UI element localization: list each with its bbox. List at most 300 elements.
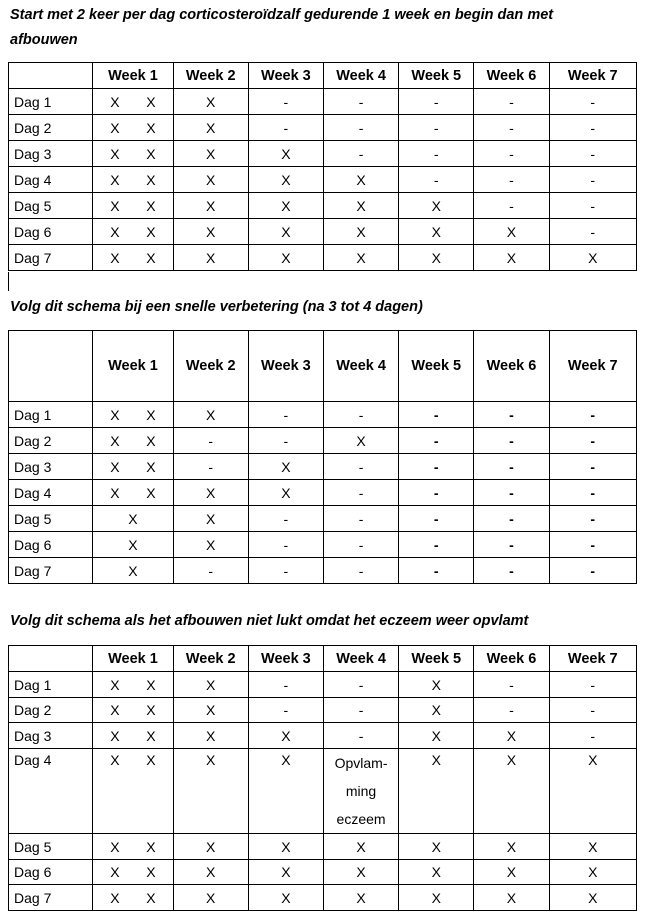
application-mark: X — [206, 249, 216, 266]
day-label: Dag 4 — [9, 749, 93, 834]
application-mark: X — [206, 727, 216, 744]
application-mark: X — [128, 536, 138, 553]
application-mark: X — [206, 752, 216, 768]
application-mark: - — [509, 510, 514, 527]
flare-note: eczeem — [336, 811, 386, 827]
flare-note: Opvlam- — [334, 755, 388, 771]
application-mark: X — [146, 432, 156, 449]
schedule-cell — [248, 219, 323, 245]
schedule-cell — [549, 749, 636, 834]
day-label: Dag 7 — [9, 558, 93, 584]
application-mark: - — [433, 562, 439, 579]
application-mark: - — [509, 676, 514, 693]
day-label: Dag 6 — [9, 532, 93, 558]
schedule-cell — [323, 506, 398, 532]
application-mark: X — [431, 223, 441, 240]
application-mark: - — [358, 676, 364, 693]
schedule-cell — [399, 402, 474, 428]
schedule-cell — [399, 834, 474, 860]
application-mark: X — [146, 838, 156, 855]
week-header: Week 3 — [248, 331, 323, 402]
schedule-cell — [549, 89, 636, 115]
schedule-cell — [173, 532, 248, 558]
schedule-cell — [248, 834, 323, 860]
schedule-cell — [474, 454, 549, 480]
schedule-cell — [474, 428, 549, 454]
day-label: Dag 6 — [9, 219, 93, 245]
table-row — [9, 141, 637, 167]
table-row — [9, 167, 637, 193]
table-row — [9, 402, 637, 428]
application-mark: X — [281, 889, 291, 906]
schedule-cell — [399, 454, 474, 480]
schedule-cell — [399, 193, 474, 219]
schedule-cell — [93, 480, 173, 506]
application-mark: X — [110, 406, 120, 423]
table-row — [9, 860, 637, 885]
schedule-cell — [399, 480, 474, 506]
application-mark: - — [433, 510, 439, 527]
schedule-cell — [173, 454, 248, 480]
application-mark: - — [590, 510, 596, 527]
schedule-cell — [173, 698, 248, 723]
schedule-cell — [399, 167, 474, 193]
schedule-cell — [173, 89, 248, 115]
day-label: Dag 2 — [9, 428, 93, 454]
schedule-cell — [323, 834, 398, 860]
schedule-cell — [549, 141, 636, 167]
application-mark: - — [509, 562, 514, 579]
schedule-cell — [399, 885, 474, 911]
week-header: Week 1 — [93, 331, 173, 402]
application-mark: X — [206, 702, 216, 718]
application-mark: - — [433, 171, 439, 188]
schedule-cell — [323, 749, 398, 834]
schedule-cell — [474, 89, 549, 115]
application-mark: - — [283, 562, 289, 579]
schedule-cell — [248, 860, 323, 885]
application-mark: X — [110, 223, 120, 240]
table-row — [9, 532, 637, 558]
application-mark: X — [588, 752, 598, 768]
day-label: Dag 2 — [9, 115, 93, 141]
schedule-cell — [173, 672, 248, 698]
application-mark: X — [206, 197, 216, 214]
table-row — [9, 885, 637, 911]
application-mark: - — [509, 536, 514, 553]
week-header: Week 5 — [399, 63, 474, 89]
application-mark: X — [206, 406, 216, 423]
application-mark: X — [506, 838, 517, 855]
week-header: Week 3 — [248, 646, 323, 672]
application-mark: - — [433, 93, 439, 110]
application-mark: - — [590, 119, 596, 136]
application-mark: - — [283, 93, 289, 110]
schedule-cell — [474, 219, 549, 245]
week-header: Week 5 — [399, 646, 474, 672]
application-mark: - — [590, 197, 596, 214]
schedule-cell — [173, 167, 248, 193]
application-mark: - — [283, 432, 289, 449]
application-mark: - — [208, 432, 214, 449]
application-mark: X — [146, 93, 156, 110]
application-mark: - — [509, 484, 514, 501]
week-header: Week 4 — [323, 331, 398, 402]
application-mark: X — [146, 458, 156, 475]
day-label: Dag 2 — [9, 698, 93, 723]
schedule-cell — [173, 749, 248, 834]
application-mark: X — [588, 249, 598, 266]
schedule-cell — [173, 723, 248, 749]
schedule-cell — [248, 506, 323, 532]
schedule-cell — [549, 532, 636, 558]
application-mark: - — [208, 458, 214, 475]
week-header: Week 6 — [474, 63, 549, 89]
application-mark: - — [358, 510, 364, 527]
schedule-cell — [474, 506, 549, 532]
application-mark: X — [281, 864, 291, 880]
application-mark: - — [509, 702, 514, 718]
schedule-cell — [474, 723, 549, 749]
schedule-cell — [549, 193, 636, 219]
schedule-cell — [248, 402, 323, 428]
application-mark: - — [590, 171, 596, 188]
week-header: Week 4 — [323, 646, 398, 672]
schedule-cell — [474, 749, 549, 834]
table-row — [9, 723, 637, 749]
schedule-cell — [549, 860, 636, 885]
table-row — [9, 193, 637, 219]
application-mark: - — [590, 223, 596, 240]
schedule-table-3 — [8, 645, 637, 911]
application-mark: - — [358, 702, 364, 718]
schedule-cell — [549, 115, 636, 141]
application-mark: X — [110, 727, 120, 744]
application-mark: X — [356, 432, 366, 449]
schedule-cell — [173, 245, 248, 271]
application-mark: X — [506, 889, 517, 906]
schedule-cell — [399, 89, 474, 115]
application-mark: X — [110, 889, 120, 906]
application-mark: - — [590, 432, 596, 449]
application-mark: - — [358, 562, 364, 579]
application-mark: X — [506, 752, 517, 768]
schedule-cell — [474, 193, 549, 219]
application-mark: X — [431, 702, 441, 718]
application-mark: - — [433, 458, 439, 475]
schedule-cell — [474, 167, 549, 193]
application-mark: X — [356, 249, 366, 266]
application-mark: X — [110, 432, 120, 449]
application-mark: - — [590, 458, 596, 475]
application-mark: - — [590, 676, 596, 693]
day-label: Dag 1 — [9, 402, 93, 428]
application-mark: X — [110, 458, 120, 475]
application-mark: X — [206, 223, 216, 240]
schedule-cell — [399, 245, 474, 271]
application-mark: - — [433, 484, 439, 501]
week-header: Week 6 — [474, 646, 549, 672]
schedule-cell — [93, 167, 173, 193]
application-mark: - — [509, 93, 514, 110]
schedule-cell — [248, 167, 323, 193]
application-mark: - — [509, 432, 514, 449]
table-row — [9, 672, 637, 698]
schedule-cell — [399, 860, 474, 885]
application-mark: - — [509, 406, 514, 423]
schedule-cell — [173, 428, 248, 454]
week-header: Week 2 — [173, 646, 248, 672]
schedule-cell — [173, 860, 248, 885]
application-mark: X — [146, 249, 156, 266]
application-mark: - — [433, 119, 439, 136]
application-mark: X — [206, 889, 216, 906]
application-mark: - — [590, 536, 596, 553]
application-mark: - — [590, 93, 596, 110]
schedule-cell — [323, 402, 398, 428]
schedule-cell — [248, 89, 323, 115]
application-mark: - — [283, 702, 289, 718]
day-label: Dag 5 — [9, 193, 93, 219]
schedule-cell — [323, 115, 398, 141]
schedule-cell — [248, 698, 323, 723]
schedule-cell — [93, 749, 173, 834]
application-mark: - — [208, 562, 214, 579]
application-mark: X — [281, 838, 291, 855]
application-mark: X — [431, 727, 441, 744]
application-mark: X — [431, 864, 441, 880]
section3-title: Volg dit schema als het afbouwen niet lukt omdat het eczeem weer opvlamt — [10, 613, 529, 629]
schedule-cell — [549, 167, 636, 193]
schedule-cell — [474, 885, 549, 911]
schedule-cell — [399, 723, 474, 749]
day-label: Dag 1 — [9, 672, 93, 698]
schedule-cell — [474, 141, 549, 167]
day-label: Dag 7 — [9, 245, 93, 271]
application-mark: X — [146, 171, 156, 188]
schedule-cell — [549, 454, 636, 480]
application-mark: X — [128, 510, 138, 527]
schedule-cell — [549, 506, 636, 532]
application-mark: X — [110, 119, 120, 136]
schedule-cell — [549, 219, 636, 245]
schedule-cell — [248, 193, 323, 219]
schedule-cell — [399, 532, 474, 558]
schedule-cell — [93, 115, 173, 141]
application-mark: X — [110, 171, 120, 188]
application-mark: - — [358, 145, 364, 162]
schedule-cell — [323, 219, 398, 245]
application-mark: X — [110, 145, 120, 162]
application-mark: X — [146, 702, 156, 718]
application-mark: X — [281, 752, 291, 768]
schedule-cell — [399, 506, 474, 532]
application-mark: X — [588, 838, 598, 855]
schedule-cell — [248, 532, 323, 558]
application-mark: X — [356, 889, 366, 906]
application-mark: X — [356, 864, 366, 880]
schedule-cell — [93, 89, 173, 115]
application-mark: X — [588, 889, 598, 906]
schedule-cell — [93, 532, 173, 558]
day-label: Dag 4 — [9, 167, 93, 193]
application-mark: X — [356, 171, 366, 188]
application-mark: - — [509, 145, 514, 162]
application-mark: - — [590, 484, 596, 501]
schedule-cell — [323, 454, 398, 480]
application-mark: X — [281, 197, 291, 214]
application-mark: X — [431, 197, 441, 214]
application-mark: X — [506, 727, 517, 744]
schedule-cell — [549, 698, 636, 723]
day-label: Dag 7 — [9, 885, 93, 911]
schedule-cell — [399, 698, 474, 723]
application-mark: X — [206, 676, 216, 693]
application-mark: - — [283, 119, 289, 136]
application-mark: X — [356, 838, 366, 855]
schedule-cell — [323, 860, 398, 885]
week-header: Week 1 — [93, 63, 173, 89]
table-row — [9, 698, 637, 723]
application-mark: - — [358, 406, 364, 423]
schedule-cell — [549, 428, 636, 454]
week-header: Week 7 — [549, 63, 636, 89]
schedule-cell — [399, 219, 474, 245]
application-mark: X — [506, 864, 517, 880]
schedule-cell — [93, 698, 173, 723]
application-mark: X — [281, 458, 291, 475]
schedule-cell — [323, 480, 398, 506]
week-header: Week 7 — [549, 646, 636, 672]
application-mark: X — [281, 484, 291, 501]
schedule-cell — [93, 193, 173, 219]
schedule-cell — [173, 193, 248, 219]
schedule-cell — [323, 141, 398, 167]
application-mark: - — [283, 676, 289, 693]
schedule-cell — [173, 115, 248, 141]
schedule-cell — [93, 860, 173, 885]
schedule-cell — [93, 672, 173, 698]
table-row — [9, 245, 637, 271]
application-mark: X — [128, 562, 138, 579]
application-mark: X — [146, 223, 156, 240]
schedule-cell — [323, 167, 398, 193]
schedule-cell — [323, 428, 398, 454]
week-header: Week 6 — [474, 331, 549, 402]
schedule-cell — [93, 219, 173, 245]
table-row — [9, 115, 637, 141]
application-mark: X — [431, 752, 441, 768]
application-mark: X — [146, 406, 156, 423]
application-mark: - — [590, 145, 596, 162]
application-mark: X — [431, 838, 441, 855]
schedule-cell — [248, 115, 323, 141]
application-mark: X — [206, 510, 216, 527]
schedule-cell — [323, 532, 398, 558]
schedule-cell — [93, 245, 173, 271]
application-mark: - — [358, 458, 364, 475]
application-mark: X — [356, 197, 366, 214]
schedule-cell — [323, 89, 398, 115]
schedule-table-1 — [8, 62, 637, 271]
corner-cell — [9, 646, 93, 672]
schedule-cell — [248, 454, 323, 480]
application-mark: - — [590, 562, 596, 579]
application-mark: X — [206, 119, 216, 136]
table-row — [9, 506, 637, 532]
application-mark: - — [590, 727, 596, 744]
application-mark: X — [206, 536, 216, 553]
application-mark: X — [281, 171, 291, 188]
schedule-cell — [399, 141, 474, 167]
application-mark: X — [146, 676, 156, 693]
text-cursor — [8, 272, 9, 291]
schedule-cell — [474, 115, 549, 141]
application-mark: - — [283, 536, 289, 553]
day-label: Dag 5 — [9, 506, 93, 532]
day-label: Dag 3 — [9, 141, 93, 167]
application-mark: - — [433, 432, 439, 449]
application-mark: X — [146, 864, 156, 880]
week-header: Week 3 — [248, 63, 323, 89]
application-mark: - — [509, 119, 514, 136]
schedule-cell — [474, 480, 549, 506]
application-mark: - — [283, 510, 289, 527]
schedule-cell — [93, 558, 173, 584]
table-row — [9, 749, 637, 834]
schedule-cell — [173, 834, 248, 860]
week-header: Week 5 — [399, 331, 474, 402]
day-label: Dag 4 — [9, 480, 93, 506]
day-label: Dag 6 — [9, 860, 93, 885]
application-mark: X — [110, 752, 120, 768]
schedule-cell — [173, 480, 248, 506]
application-mark: X — [146, 484, 156, 501]
schedule-cell — [248, 428, 323, 454]
schedule-cell — [173, 402, 248, 428]
application-mark: X — [506, 223, 517, 240]
application-mark: X — [431, 676, 441, 693]
table-row — [9, 219, 637, 245]
application-mark: - — [433, 406, 439, 423]
application-mark: X — [588, 864, 598, 880]
table-row — [9, 428, 637, 454]
table-row — [9, 558, 637, 584]
application-mark: X — [281, 145, 291, 162]
application-mark: - — [509, 197, 514, 214]
schedule-cell — [248, 141, 323, 167]
schedule-cell — [323, 885, 398, 911]
table-row — [9, 480, 637, 506]
schedule-cell — [173, 558, 248, 584]
application-mark: - — [283, 406, 289, 423]
corner-cell — [9, 63, 93, 89]
schedule-cell — [93, 506, 173, 532]
schedule-cell — [93, 141, 173, 167]
schedule-cell — [399, 428, 474, 454]
application-mark: X — [206, 171, 216, 188]
schedule-cell — [248, 558, 323, 584]
application-mark: X — [206, 484, 216, 501]
schedule-cell — [474, 558, 549, 584]
application-mark: X — [431, 249, 441, 266]
schedule-cell — [93, 723, 173, 749]
application-mark: X — [110, 197, 120, 214]
schedule-cell — [474, 698, 549, 723]
schedule-cell — [93, 834, 173, 860]
schedule-cell — [399, 558, 474, 584]
application-mark: X — [506, 249, 517, 266]
